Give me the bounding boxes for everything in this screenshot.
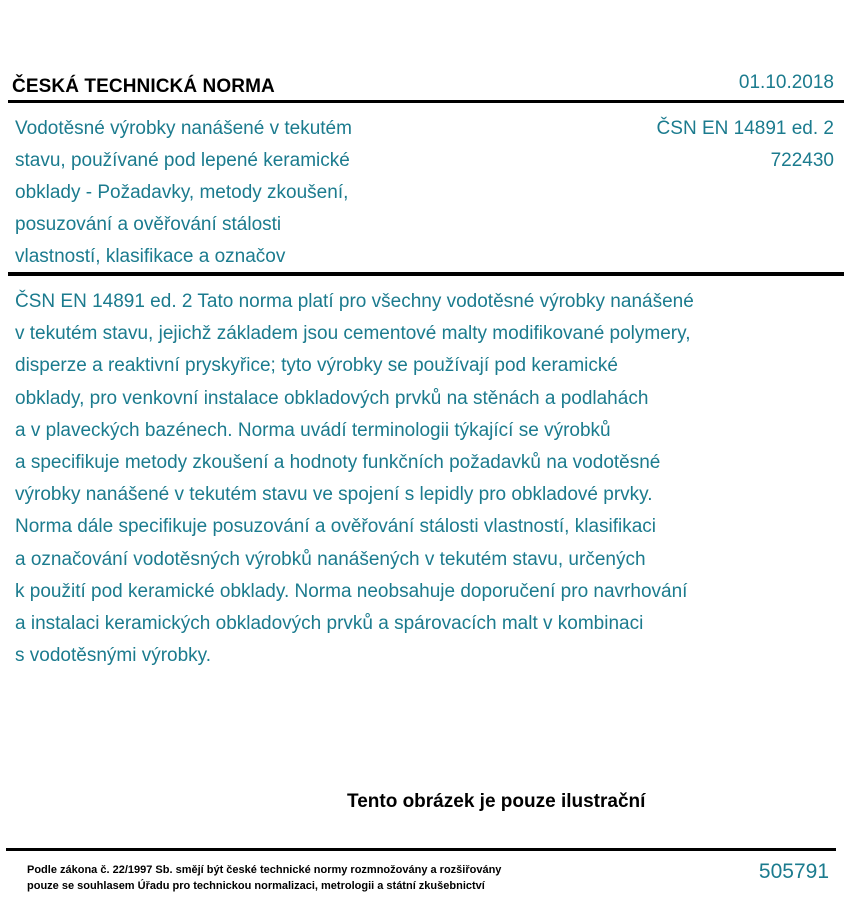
document-title-line: posuzování a ověřování stálosti: [15, 214, 282, 235]
abstract: [15, 286, 805, 672]
legal-notice-line: pouze se souhlasem Úřadu pro technickou normalizaci, metrologii a státní zkušebnictví: [27, 880, 485, 892]
abstract-line: a specifikuje metody zkoušení a hodnoty funkčních požadavků na vodotěsné: [15, 452, 661, 474]
abstract-line: disperze a reaktivní pryskyřice; tyto výrobky se používají pod keramické: [15, 355, 618, 377]
document-title-line: stavu, používané pod lepené keramické: [15, 150, 350, 171]
header-title: ČESKÁ TECHNICKÁ NORMA: [12, 76, 275, 97]
header-date: 01.10.2018: [738, 72, 834, 93]
document-title-line: vlastností, klasifikace a označov: [15, 246, 286, 267]
middle-rule: [8, 272, 844, 276]
abstract-line: a v plaveckých bazénech. Norma uvádí terminologii týkající se výrobků: [15, 419, 611, 441]
illustration-note: Tento obrázek je pouze ilustrační: [347, 791, 646, 812]
document-title-line: obklady - Požadavky, metody zkoušení,: [15, 182, 349, 203]
abstract-line: v tekutém stavu, jejichž základem jsou cementové malty modifikované polymery,: [15, 323, 691, 345]
abstract-line: ČSN EN 14891 ed. 2 Tato norma platí pro všechny vodotěsné výrobky nanášené: [15, 291, 694, 312]
abstract-line: výrobky nanášené v tekutém stavu ve spojení s lepidly pro obkladové prvky.: [15, 484, 653, 506]
document-title-line: Vodotěsné výrobky nanášené v tekutém: [15, 118, 352, 139]
legal-notice-line: Podle zákona č. 22/1997 Sb. smějí být české technické normy rozmnožovány a rozšiřovány: [27, 864, 502, 876]
abstract-line: obklady, pro venkovní instalace obkladových prvků na stěnách a podlahách: [15, 387, 649, 409]
document-title: [15, 113, 435, 273]
top-rule: [8, 100, 844, 103]
legal-notice: [27, 862, 501, 894]
abstract-line: k použití pod keramické obklady. Norma neobsahuje doporučení pro navrhování: [15, 580, 688, 602]
abstract-line: a instalaci keramických obkladových prvků a spárovacích malt v kombinaci: [15, 613, 644, 635]
document-number: 505791: [758, 860, 829, 883]
class-number: 722430: [770, 150, 834, 171]
standard-code: ČSN EN 14891 ed. 2: [656, 118, 834, 139]
abstract-line: a označování vodotěsných výrobků nanášených v tekutém stavu, určených: [15, 548, 646, 570]
document-code-block: [657, 113, 834, 177]
bottom-rule: [6, 848, 836, 851]
abstract-line: s vodotěsnými výrobky.: [15, 645, 212, 667]
abstract-line: Norma dále specifikuje posuzování a ověřování stálosti vlastností, klasifikaci: [15, 516, 657, 538]
